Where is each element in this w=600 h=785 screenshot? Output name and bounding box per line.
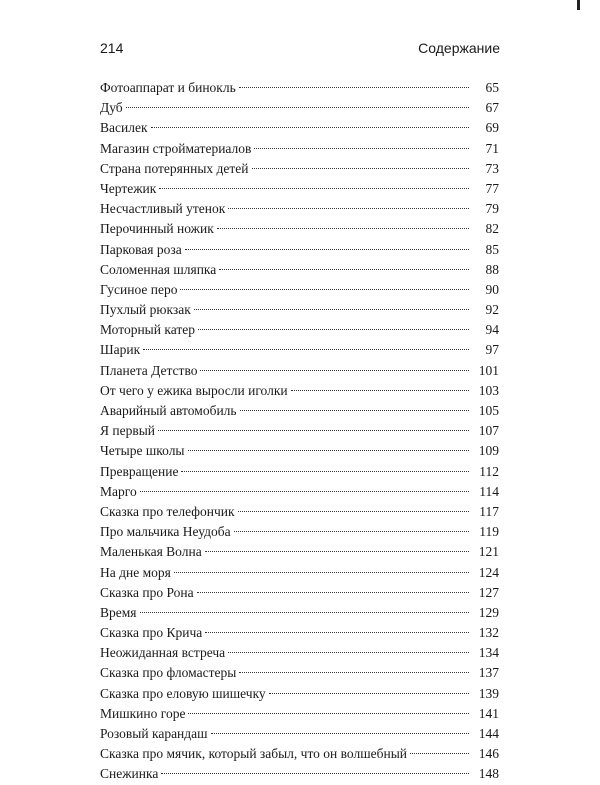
toc-entry-title: Сказка про фломастеры — [100, 665, 237, 681]
dot-leader — [197, 592, 469, 593]
table-of-contents — [100, 78, 499, 785]
toc-entry-page: 148 — [478, 766, 499, 782]
dot-leader — [240, 410, 469, 411]
dot-leader — [140, 491, 469, 492]
toc-entry-title: Пухлый рюкзак — [100, 302, 191, 318]
dot-leader — [205, 551, 469, 552]
toc-entry-page: 79 — [485, 201, 499, 217]
toc-entry — [100, 260, 499, 280]
dot-leader — [239, 87, 469, 88]
toc-entry — [100, 401, 499, 421]
dot-leader — [198, 329, 469, 330]
toc-entry — [100, 583, 499, 603]
toc-entry-page: 65 — [485, 80, 499, 95]
toc-entry-page: 141 — [478, 705, 499, 721]
toc-entry — [100, 421, 499, 441]
toc-entry-title: Сказка про Рона — [100, 584, 194, 600]
dot-leader — [181, 471, 469, 472]
dot-leader — [252, 168, 470, 169]
toc-entry-title: Парковая роза — [100, 241, 182, 257]
toc-entry-page: 114 — [479, 483, 499, 499]
toc-entry — [100, 522, 499, 542]
dot-leader — [143, 349, 469, 350]
toc-entry — [100, 542, 499, 562]
toc-entry-title: Чертежик — [100, 180, 157, 196]
toc-entry-title: Дуб — [100, 100, 123, 116]
toc-entry-page: 121 — [478, 544, 499, 560]
toc-entry-title: Перочинный ножик — [100, 221, 214, 237]
dot-leader — [410, 753, 469, 754]
toc-entry — [100, 704, 499, 724]
toc-entry — [100, 724, 499, 744]
toc-entry — [100, 179, 499, 199]
toc-entry-page: 71 — [485, 140, 499, 156]
toc-entry-title: Снежинка — [100, 766, 159, 782]
toc-entry-title: Аварийный автомобиль — [100, 403, 237, 418]
dot-leader — [234, 531, 469, 532]
toc-entry — [100, 744, 499, 764]
toc-entry — [100, 764, 499, 784]
toc-entry-title: Фотоаппарат и бинокль — [100, 80, 236, 95]
dot-leader — [228, 652, 469, 653]
toc-entry-page: 107 — [478, 423, 499, 439]
toc-entry-page: 124 — [478, 564, 499, 580]
toc-entry — [100, 219, 499, 239]
dot-leader — [211, 733, 469, 734]
toc-entry-title: Время — [100, 604, 137, 620]
toc-entry-title: Шарик — [100, 342, 141, 358]
toc-entry — [100, 240, 499, 260]
page-edge-mark — [577, 0, 580, 10]
toc-entry-page: 101 — [478, 362, 499, 378]
toc-entry-title: Я первый — [100, 423, 156, 439]
toc-entry-page: 105 — [478, 403, 499, 418]
page-number: 214 — [100, 40, 124, 56]
toc-entry-page: 146 — [478, 746, 499, 762]
dot-leader — [228, 208, 469, 209]
toc-entry — [100, 563, 499, 583]
toc-entry-page: 97 — [485, 342, 499, 358]
page-header — [100, 40, 500, 60]
toc-entry-page: 119 — [479, 524, 499, 540]
dot-leader — [174, 572, 469, 573]
toc-entry-page: 69 — [485, 120, 499, 136]
toc-entry-page: 132 — [478, 625, 499, 641]
toc-entry — [100, 361, 499, 381]
dot-leader — [194, 309, 469, 310]
dot-leader — [217, 228, 469, 229]
toc-entry-title: Неожиданная встреча — [100, 645, 226, 661]
dot-leader — [158, 430, 469, 431]
dot-leader — [219, 269, 469, 270]
toc-entry-page: 103 — [478, 382, 499, 398]
dot-leader — [151, 127, 469, 128]
toc-entry-page: 144 — [478, 726, 499, 741]
dot-leader — [126, 107, 469, 108]
dot-leader — [205, 632, 469, 633]
toc-entry — [100, 118, 499, 138]
dot-leader — [185, 249, 469, 250]
toc-entry-title: Сказка про еловую шишечку — [100, 685, 266, 701]
dot-leader — [180, 289, 469, 290]
dot-leader — [239, 672, 469, 673]
dot-leader — [254, 148, 469, 149]
toc-entry-page: 82 — [485, 221, 499, 237]
toc-entry-page: 67 — [485, 100, 499, 116]
toc-entry-page: 88 — [485, 261, 499, 277]
toc-entry-title: Сказка про телефончик — [100, 503, 235, 519]
toc-entry-page: 73 — [485, 160, 499, 176]
dot-leader — [188, 450, 469, 451]
toc-entry-page: 127 — [478, 584, 499, 600]
toc-entry-page: 117 — [479, 503, 499, 519]
toc-entry-title: Планета Детство — [100, 362, 198, 378]
toc-entry-title: Четыре школы — [100, 443, 185, 459]
toc-entry-title: Розовый карандаш — [100, 726, 208, 741]
toc-entry-page: 94 — [485, 322, 499, 338]
toc-entry-title: Сказка про Крича — [100, 625, 203, 641]
toc-entry — [100, 139, 499, 159]
dot-leader — [188, 713, 469, 714]
toc-entry-title: Про мальчика Неудоба — [100, 524, 231, 540]
toc-entry-page: 139 — [478, 685, 499, 701]
toc-entry-title: Сказка про мячик, который забыл, что он волшебный — [100, 746, 408, 762]
toc-entry-title: Несчастливый утенок — [100, 201, 226, 217]
dot-leader — [140, 612, 470, 613]
toc-entry-page: 129 — [478, 604, 499, 620]
toc-entry — [100, 98, 499, 118]
toc-entry — [100, 462, 499, 482]
toc-entry — [100, 280, 499, 300]
toc-entry — [100, 441, 499, 461]
toc-entry-title: От чего у ежика выросли иголки — [100, 382, 288, 398]
dot-leader — [269, 693, 469, 694]
toc-entry-title: Магазин стройматериалов — [100, 140, 252, 156]
toc-entry — [100, 603, 499, 623]
toc-entry-title: Василек — [100, 120, 148, 136]
toc-entry-page: 92 — [485, 302, 499, 318]
toc-entry-title: Марго — [100, 483, 137, 499]
toc-entry — [100, 320, 499, 340]
toc-entry — [100, 623, 499, 643]
toc-entry-title: Страна потерянных детей — [100, 160, 249, 176]
toc-entry-title: Гусиное перо — [100, 281, 178, 297]
toc-entry — [100, 78, 499, 98]
toc-entry-page: 90 — [485, 281, 499, 297]
toc-entry-title: Превращение — [100, 463, 179, 479]
dot-leader — [238, 511, 469, 512]
toc-entry — [100, 300, 499, 320]
dot-leader — [159, 188, 469, 189]
section-title: Содержание — [418, 40, 500, 56]
toc-entry-page: 77 — [485, 180, 499, 196]
toc-entry — [100, 159, 499, 179]
toc-entry — [100, 502, 499, 522]
toc-entry-title: На дне моря — [100, 564, 171, 580]
toc-entry-page: 109 — [478, 443, 499, 459]
toc-entry-title: Мишкино горе — [100, 705, 186, 721]
toc-entry-title: Моторный катер — [100, 322, 195, 338]
toc-entry — [100, 199, 499, 219]
toc-entry — [100, 381, 499, 401]
toc-entry-page: 134 — [478, 645, 499, 661]
toc-entry — [100, 482, 499, 502]
dot-leader — [200, 370, 469, 371]
toc-entry-page: 137 — [478, 665, 499, 681]
toc-entry-page: 85 — [485, 241, 499, 257]
toc-entry-title: Соломенная шляпка — [100, 261, 217, 277]
dot-leader — [291, 390, 469, 391]
dot-leader — [161, 773, 469, 774]
toc-entry — [100, 663, 499, 683]
toc-entry — [100, 643, 499, 663]
toc-entry — [100, 340, 499, 360]
toc-entry — [100, 684, 499, 704]
toc-entry-page: 112 — [479, 463, 499, 479]
toc-entry-title: Маленькая Волна — [100, 544, 202, 560]
